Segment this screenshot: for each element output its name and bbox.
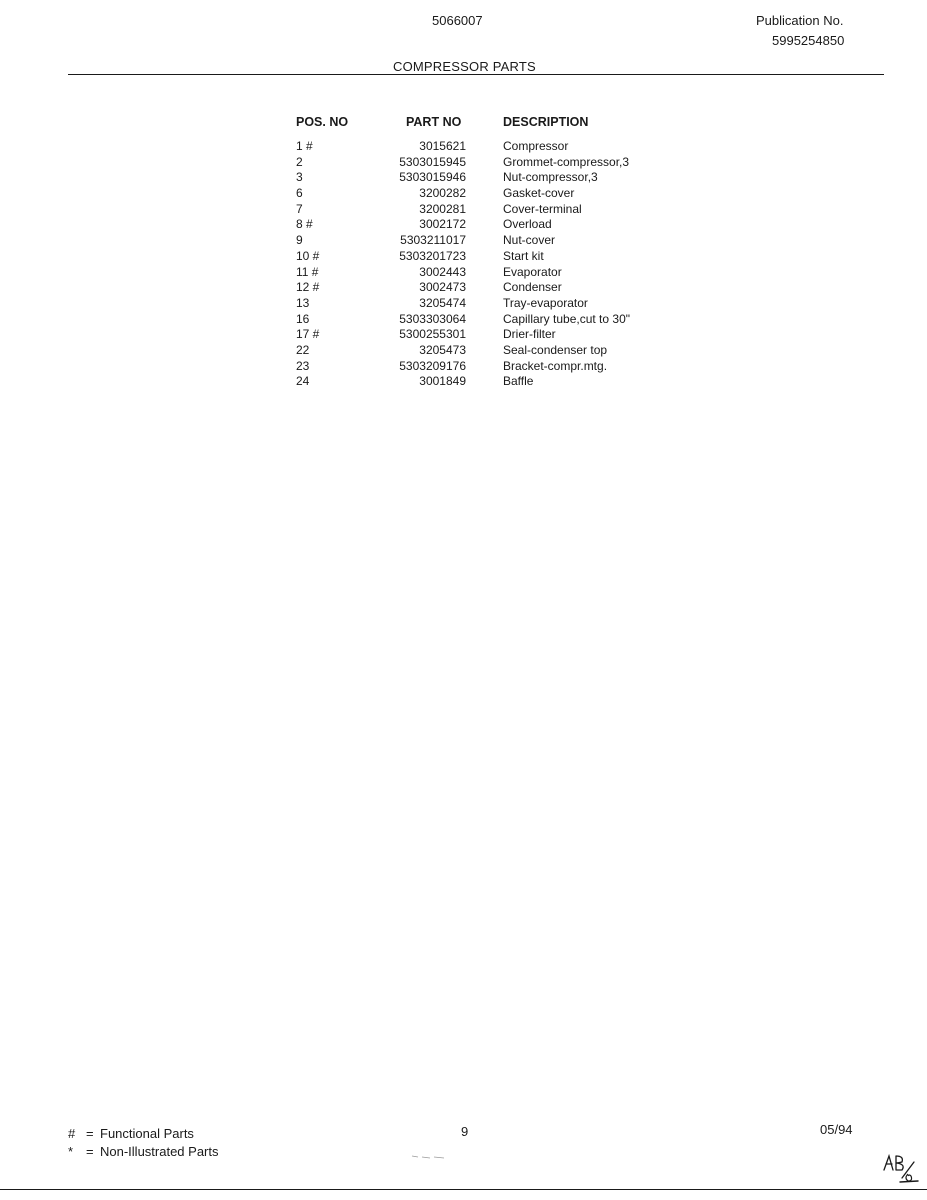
- section-title: COMPRESSOR PARTS: [393, 59, 536, 74]
- row-description-cell: Cover-terminal: [503, 201, 582, 216]
- row-description-cell: Evaporator: [503, 264, 562, 279]
- row-part-number-cell: 5303015945: [399, 154, 466, 169]
- row-part-number-cell: 3200281: [419, 201, 466, 216]
- table-row: [296, 296, 676, 312]
- legend-row-non-illustrated: [68, 1143, 219, 1161]
- row-description-cell: Compressor: [503, 139, 569, 153]
- publication-label: Publication No.: [756, 13, 844, 28]
- table-row: [296, 217, 676, 233]
- row-description-cell: Grommet-compressor,3: [503, 154, 630, 169]
- row-pos-cell: 17 #: [296, 327, 320, 342]
- row-part-number-cell: 5303209176: [399, 358, 466, 373]
- row-part-number-cell: 3200282: [419, 186, 466, 201]
- row-description-cell: Overload: [503, 217, 552, 232]
- row-part-number-cell: 3002473: [419, 280, 466, 295]
- column-header-part: PART NO: [406, 115, 462, 129]
- row-pos-cell: 13: [296, 295, 310, 310]
- table-row: [296, 359, 676, 375]
- row-part-number-cell: 3205473: [419, 342, 466, 357]
- row-description-cell: Nut-compressor,3: [503, 170, 598, 185]
- table-row: [296, 265, 676, 281]
- footer-divider: [0, 1189, 927, 1190]
- table-row: [296, 312, 676, 328]
- row-description-cell: Seal-condenser top: [503, 342, 608, 357]
- table-row: [296, 280, 676, 296]
- table-row: [296, 374, 676, 390]
- row-part-number-cell: 5303201723: [399, 248, 466, 263]
- row-part-number-cell: 5300255301: [399, 327, 466, 342]
- table-row: [296, 186, 676, 202]
- legend-symbol: *: [68, 1144, 74, 1159]
- row-part-number-cell: 3015621: [419, 139, 466, 153]
- row-pos-cell: 16: [296, 311, 310, 326]
- row-pos-cell: 24: [296, 374, 310, 389]
- row-part-number-cell: 3001849: [419, 374, 466, 389]
- row-part-number-cell: 3002443: [419, 264, 466, 279]
- table-row: [296, 202, 676, 218]
- page-number: 9: [461, 1124, 469, 1139]
- row-part-number-cell: 5303211017: [400, 233, 466, 248]
- legend-text: Non-Illustrated Parts: [100, 1144, 219, 1159]
- row-pos-cell: 8 #: [296, 217, 313, 232]
- table-row: [296, 343, 676, 359]
- table-row: [296, 233, 676, 249]
- row-part-number-cell: 3002172: [419, 217, 466, 232]
- row-part-number-cell: 3205474: [419, 295, 466, 310]
- row-pos-cell: 11 #: [296, 264, 319, 279]
- legend-text: Functional Parts: [100, 1126, 194, 1141]
- row-pos-cell: 12 #: [296, 280, 320, 295]
- row-pos-cell: 1 #: [296, 139, 313, 153]
- row-description-cell: Drier-filter: [503, 327, 556, 342]
- model-number: 5066007: [432, 13, 483, 28]
- row-pos-cell: 7: [296, 201, 303, 216]
- row-description-cell: Nut-cover: [503, 233, 556, 248]
- table-row: [296, 155, 676, 171]
- scan-speck-icon: [410, 1153, 448, 1159]
- row-pos-cell: 2: [296, 154, 303, 169]
- legend-equals: =: [86, 1126, 94, 1141]
- header-divider: [68, 74, 884, 75]
- handwritten-initials-icon: [880, 1148, 920, 1184]
- column-header-description: DESCRIPTION: [503, 115, 589, 129]
- row-pos-cell: 23: [296, 358, 310, 373]
- table-row: [296, 249, 676, 265]
- row-part-number-cell: 5303303064: [399, 311, 466, 326]
- table-header: [296, 115, 676, 139]
- legend-row-functional: [68, 1125, 219, 1143]
- legend-symbol: #: [68, 1126, 76, 1141]
- table-row: [296, 139, 676, 155]
- row-pos-cell: 3: [296, 170, 303, 185]
- row-description-cell: Start kit: [503, 248, 544, 263]
- row-part-number-cell: 5303015946: [399, 170, 466, 185]
- column-header-pos: POS. NO: [296, 115, 349, 129]
- row-pos-cell: 10 #: [296, 248, 320, 263]
- publication-number: 5995254850: [772, 33, 845, 48]
- row-description-cell: Tray-evaporator: [503, 295, 588, 310]
- legend: [68, 1125, 219, 1161]
- legend-equals: =: [86, 1144, 94, 1159]
- row-description-cell: Condenser: [503, 280, 562, 295]
- row-pos-cell: 6: [296, 186, 303, 201]
- parts-table: [296, 115, 676, 390]
- row-description-cell: Baffle: [503, 374, 534, 389]
- row-description-cell: Capillary tube,cut to 30": [503, 311, 630, 326]
- table-row: [296, 170, 676, 186]
- table-body: [296, 139, 676, 390]
- row-description-cell: Gasket-cover: [503, 186, 575, 201]
- row-description-cell: Bracket-compr.mtg.: [503, 358, 608, 373]
- row-pos-cell: 9: [296, 233, 303, 248]
- row-pos-cell: 22: [296, 342, 310, 357]
- date-code: 05/94: [820, 1122, 853, 1137]
- table-row: [296, 327, 676, 343]
